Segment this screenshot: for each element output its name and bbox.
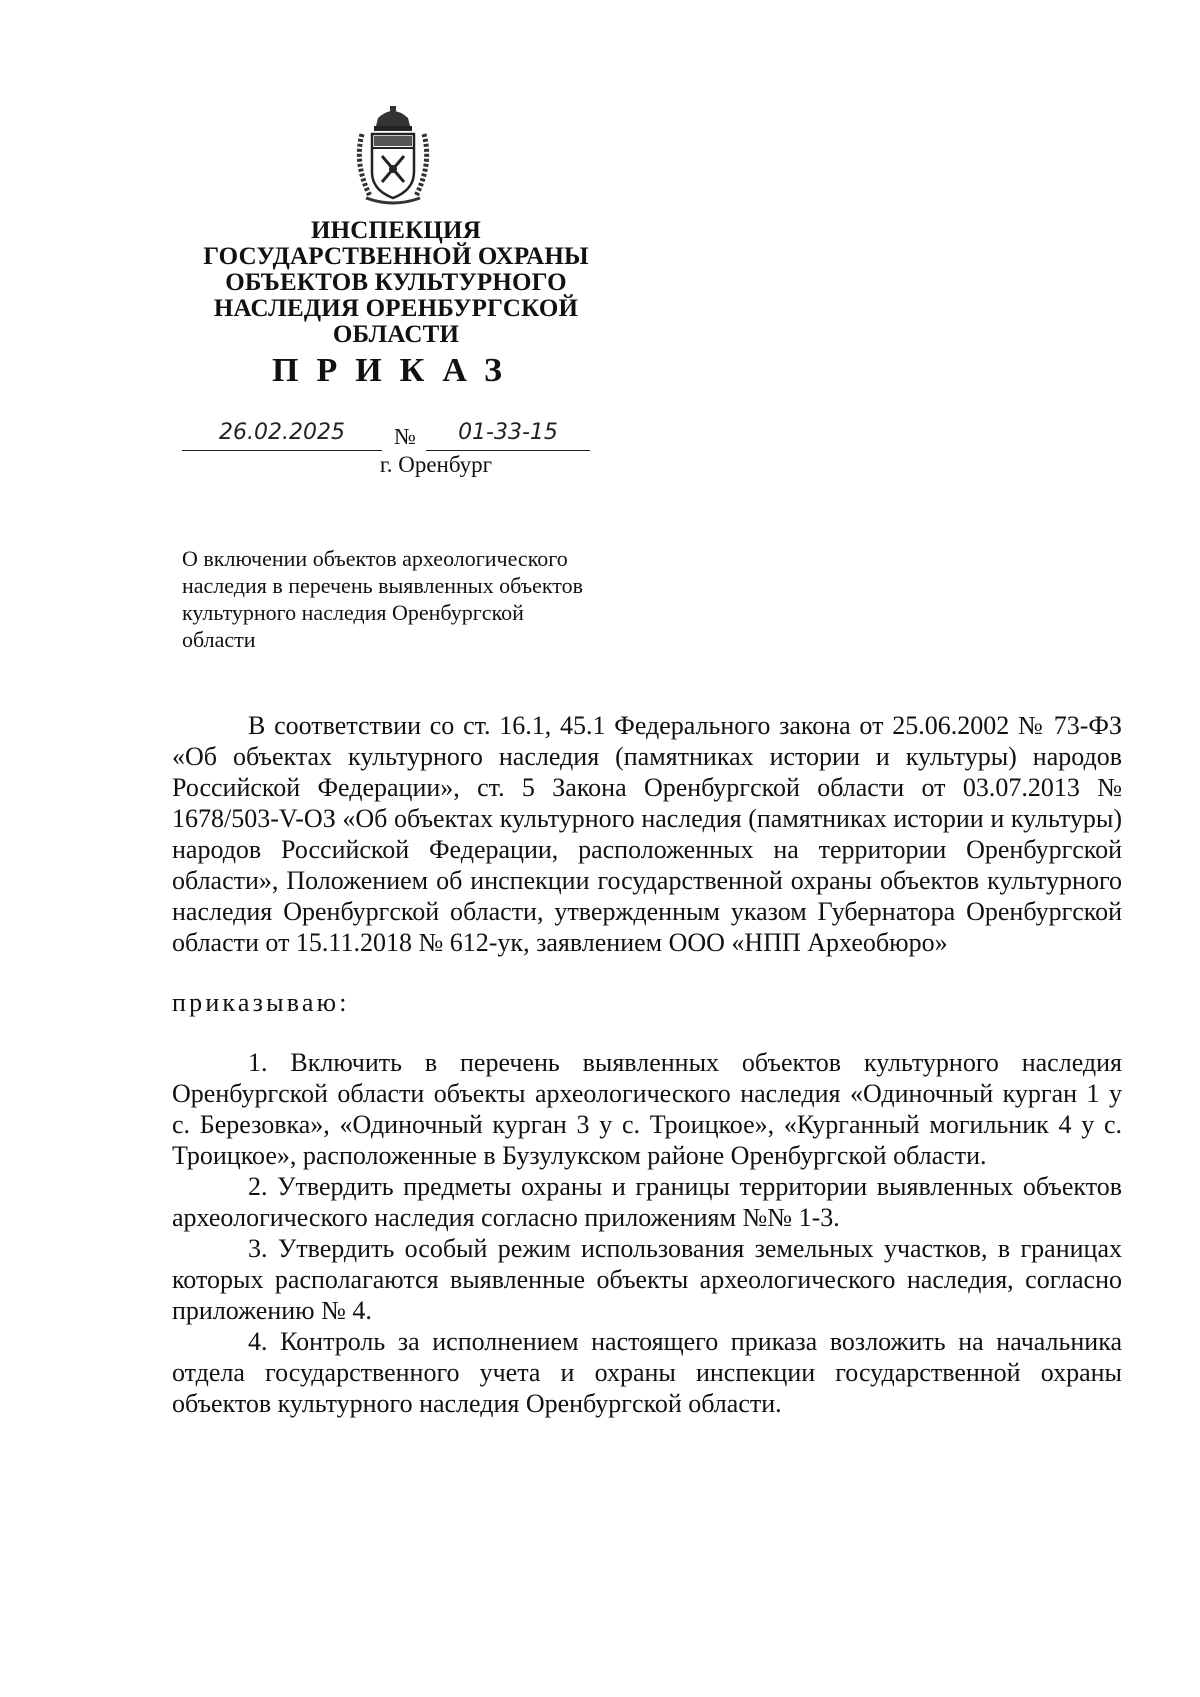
order-directive-word: приказываю:: [172, 988, 350, 1017]
order-number: 01-33-15: [426, 418, 590, 451]
order-item: 1. Включить в перечень выявленных объектов культурного наследия Оренбургской области объекты археологического наследия «Одиночный курган 1 у с. Березовка», «Одиночный курган 3 у с. Троицкое», «Курганный могильник 4 у с. Троицкое», расположенные в Бузулукском районе Оренбургской области.: [172, 1048, 1122, 1170]
document-type-title: ПРИКАЗ: [272, 352, 520, 389]
order-item: 3. Утвердить особый режим использования земельных участков, в границах которых располагаются выявленные объекты археологического наследия, согласно приложению № 4.: [172, 1234, 1122, 1325]
order-date: 26.02.2025: [182, 418, 382, 451]
org-name-line: ИНСПЕКЦИЯ: [311, 217, 481, 244]
city-of-issue: г. Оренбург: [379, 452, 493, 477]
order-body: [172, 710, 1122, 1419]
order-item: 2. Утвердить предметы охраны и границы территории выявленных объектов археологического наследия согласно приложениям №№ 1-3.: [172, 1172, 1122, 1232]
org-name-line: ОБЪЕКТОВ КУЛЬТУРНОГО: [225, 269, 567, 296]
org-name-line: НАСЛЕДИЯ ОРЕНБУРГСКОЙ: [213, 295, 579, 322]
order-item: 4. Контроль за исполнением настоящего приказа возложить на начальника отдела государственного учета и охраны инспекции государственной охраны объектов культурного наследия Оренбургской области.: [172, 1327, 1122, 1418]
issuing-organization: [168, 218, 624, 348]
preamble-paragraph: В соответствии со ст. 16.1, 45.1 Федерального закона от 25.06.2002 № 73-ФЗ «Об объектах культурного наследия (памятниках истории и культуры) народов Российской Федерации», ст. 5 Закона Оренбургской области от 03.07.2013 № 1678/503-V-ОЗ «Об объектах культурного наследия (памятниках истории и культуры) народов Российской Федерации, расположенных на территории Оренбургской области», Положением об инспекции государственной охраны объектов культурного наследия Оренбургской области, утвержденным указом Губернатора Оренбургской области от 15.11.2018 № 612-ук, заявлением ООО «НПП Археобюро»: [172, 711, 1122, 957]
org-name-line: ГОСУДАРСТВЕННОЙ ОХРАНЫ: [203, 243, 589, 270]
number-label: №: [394, 424, 416, 449]
coat-of-arms-icon: [352, 104, 434, 208]
registration-row: [182, 418, 602, 452]
org-name-line: ОБЛАСТИ: [332, 321, 460, 348]
order-subject: О включении объектов археологического наследия в перечень выявленных объектов культурного наследия Оренбургской области: [182, 546, 583, 652]
